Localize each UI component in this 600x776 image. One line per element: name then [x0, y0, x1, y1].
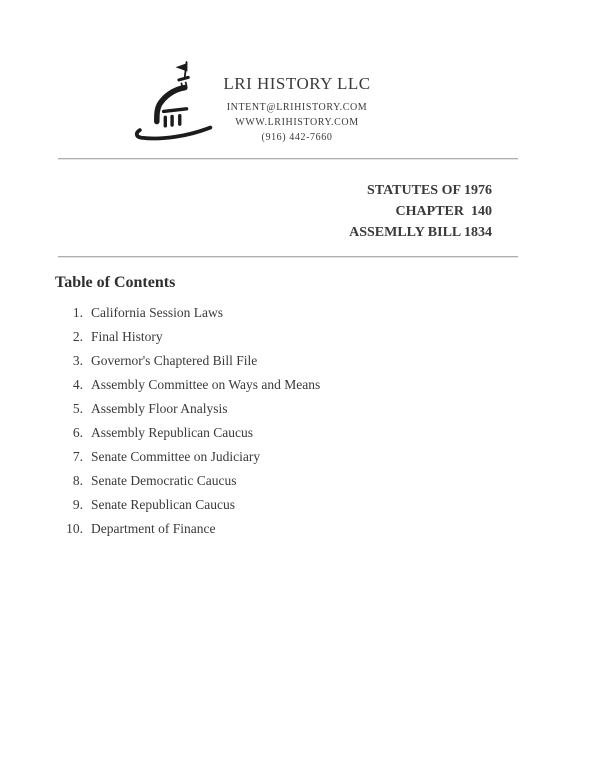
toc-item-number: 8. — [72, 473, 83, 488]
company-website: WWW.LRIHISTORY.COM — [235, 117, 359, 128]
toc-item-number: 6. — [72, 425, 83, 440]
toc-item — [55, 445, 320, 469]
toc-item-label: Assembly Committee on Ways and Means — [91, 377, 321, 392]
toc-item-number: 2. — [72, 329, 83, 344]
toc-item — [55, 373, 320, 397]
toc-item-label: Senate Committee on Judiciary — [91, 449, 261, 464]
toc-item — [55, 493, 320, 517]
toc-item-label: Senate Democratic Caucus — [91, 473, 237, 488]
toc-item-label: Senate Republican Caucus — [91, 497, 235, 512]
toc-list — [55, 301, 320, 541]
toc-item — [55, 325, 320, 349]
divider-top — [58, 158, 518, 160]
company-phone: (916) 442-7660 — [261, 132, 333, 143]
company-email: INTENT@LRIHISTORY.COM — [226, 102, 368, 113]
toc-item-number: 10. — [66, 521, 83, 536]
toc-title: Table of Contents — [55, 274, 176, 291]
letterhead — [207, 74, 387, 145]
toc-item-label: Final History — [91, 329, 163, 344]
toc-item-number: 3. — [72, 353, 83, 368]
toc-item — [55, 421, 320, 445]
capitol-dome-logo-icon — [133, 57, 218, 142]
company-name: LRI HISTORY LLC — [223, 74, 371, 93]
toc-item-number: 1. — [72, 305, 83, 320]
divider-bottom — [58, 256, 518, 258]
statute-year-line: STATUTES OF 1976 — [367, 183, 492, 198]
toc-item — [55, 469, 320, 493]
toc-item-number: 4. — [72, 377, 83, 392]
toc-item-number: 7. — [72, 449, 83, 464]
toc-item — [55, 301, 320, 325]
statute-chapter-line: CHAPTER 140 — [395, 204, 492, 219]
toc-item-number: 5. — [72, 401, 83, 416]
toc-item — [55, 349, 320, 373]
toc-item — [55, 397, 320, 421]
statute-reference — [349, 180, 492, 243]
toc-item-number: 9. — [72, 497, 83, 512]
toc-item — [55, 517, 320, 541]
statute-bill-line: ASSEMLLY BILL 1834 — [349, 225, 492, 240]
toc-item-label: Governor's Chaptered Bill File — [91, 353, 258, 368]
toc-item-label: Assembly Republican Caucus — [91, 425, 253, 440]
toc-item-label: Department of Finance — [91, 521, 216, 536]
toc-item-label: Assembly Floor Analysis — [91, 401, 228, 416]
toc-item-label: California Session Laws — [91, 305, 223, 320]
